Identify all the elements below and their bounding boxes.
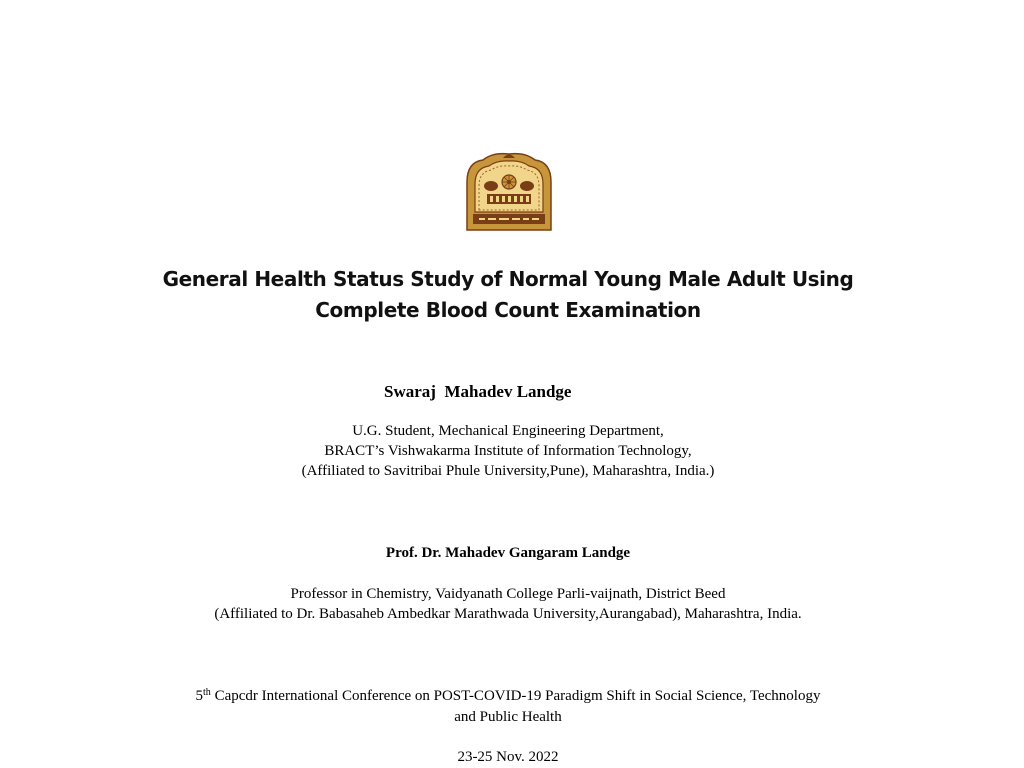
author-1-name: Swaraj Mahadev Landge bbox=[384, 382, 572, 401]
conference-ordinal-suffix: th bbox=[203, 687, 211, 698]
author-1-affiliation-line: (Affiliated to Savitribai Phule University,Pune), Maharashtra, India.) bbox=[301, 463, 715, 479]
author-1-affiliation-line: U.G. Student, Mechanical Engineering Department, bbox=[352, 423, 664, 439]
conference-name: Capcdr International Conference on POST-COVID-19 Paradigm Shift in Social Science, Technology bbox=[210, 688, 821, 704]
conference-ordinal-number: 5 bbox=[195, 688, 204, 704]
author-2-affiliation-line: Professor in Chemistry, Vaidyanath College Parli-vaijnath, District Beed bbox=[290, 586, 726, 602]
presentation-title bbox=[0, 264, 1016, 326]
title-line-2: Complete Blood Count Examination bbox=[315, 298, 701, 322]
university-logo bbox=[463, 152, 555, 232]
conference-line-1 bbox=[0, 686, 1016, 707]
author-1-affiliation-line: BRACT’s Vishwakarma Institute of Information Technology, bbox=[324, 443, 692, 459]
title-line-1: General Health Status Study of Normal Young Male Adult Using bbox=[162, 267, 854, 291]
author-2-affiliation-line: (Affiliated to Dr. Babasaheb Ambedkar Marathwada University,Aurangabad), Maharashtra, India. bbox=[214, 606, 802, 622]
author-1-affiliation bbox=[0, 421, 1016, 481]
author-2-affiliation bbox=[0, 584, 1016, 624]
conference-info bbox=[0, 686, 1016, 728]
conference-line-2: and Public Health bbox=[454, 709, 562, 725]
author-2-name: Prof. Dr. Mahadev Gangaram Landge bbox=[385, 545, 631, 561]
conference-date: 23-25 Nov. 2022 bbox=[457, 749, 559, 765]
